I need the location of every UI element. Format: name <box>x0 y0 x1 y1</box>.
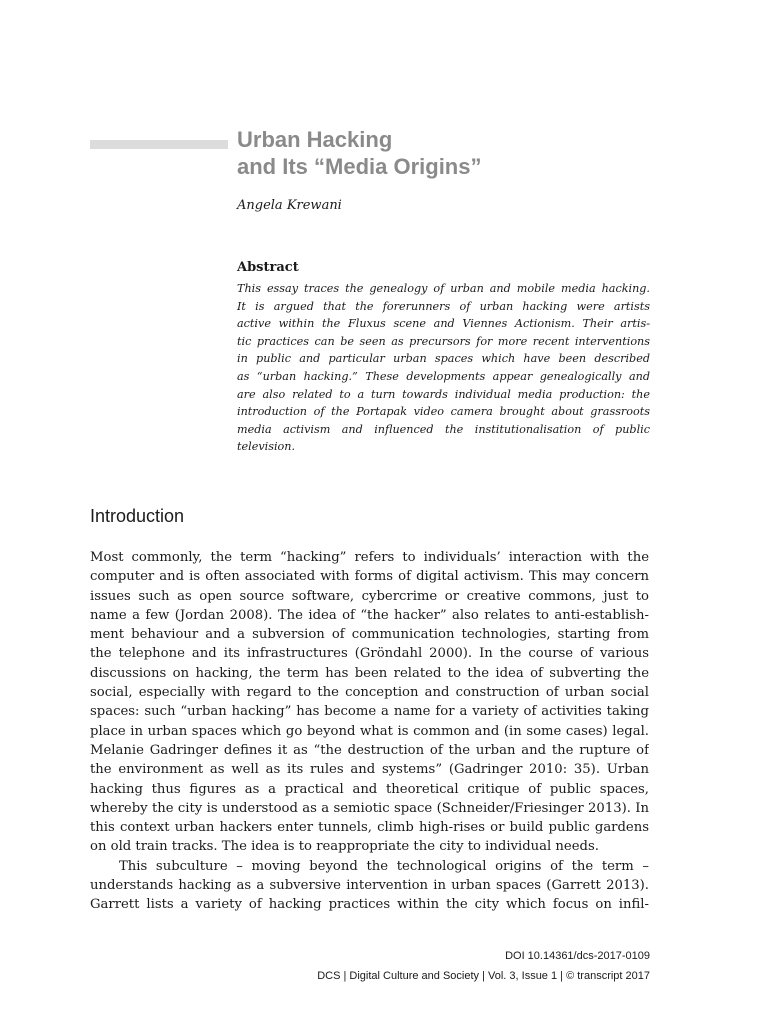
abstract-line: introduction of the Portapak video camera brought about grassroots <box>237 405 650 419</box>
abstract-line: in public and particular urban spaces which have been described <box>237 352 650 366</box>
body-line: understands hacking as a subversive intervention in urban spaces (Garrett 2013). <box>90 878 649 894</box>
article-title-line-1: Urban Hacking <box>237 127 393 152</box>
abstract-heading: Abstract <box>237 260 299 275</box>
body-line: Most commonly, the term “hacking” refers to individuals’ interaction with the <box>90 550 649 565</box>
abstract-text <box>237 280 650 456</box>
abstract-line: tic practices can be seen as precursors for more recent interventions <box>237 334 650 348</box>
article-title <box>237 126 481 180</box>
article-author: Angela Krewani <box>237 198 342 213</box>
body-line: computer and is often associated with forms of digital activism. This may concern <box>90 569 649 585</box>
footer-journal-line: DCS | Digital Culture and Society | Vol. 3, Issue 1 | © transcript 2017 <box>317 970 650 982</box>
body-line: the telephone and its infrastructures (Gröndahl 2000). In the course of various <box>90 646 649 662</box>
body-line: name a few (Jordan 2008). The idea of “the hacker” also relates to anti-establish- <box>90 607 649 623</box>
body-line: place in urban spaces which go beyond what is common and (in some cases) legal. <box>90 723 649 739</box>
footer-doi: DOI 10.14361/dcs-2017-0109 <box>505 950 650 962</box>
abstract-line: media activism and influenced the institutionalisation of public <box>237 422 650 436</box>
body-line: Melanie Gadringer defines it as “the destruction of the urban and the rupture of <box>90 742 649 758</box>
abstract-line: are also related to a turn towards individual media production: the <box>237 387 650 401</box>
abstract-line: It is argued that the forerunners of urban hacking were artists <box>237 299 650 313</box>
body-line: issues such as open source software, cybercrime or creative commons, just to <box>90 588 649 604</box>
article-title-line-2: and Its “Media Origins” <box>237 154 482 179</box>
body-line: hacking thus figures as a practical and theoretical critique of public spaces, <box>90 781 649 797</box>
body-line: the environment as well as its rules and systems” (Gadringer 2010: 35). Urban <box>90 762 649 778</box>
body-line: whereby the city is understood as a semiotic space (Schneider/Friesinger 2013). In <box>90 800 649 816</box>
body-line: discussions on hacking, the term has been related to the idea of subverting the <box>90 665 649 681</box>
introduction-body <box>90 548 649 915</box>
body-line: on old train tracks. The idea is to reappropriate the city to individual needs. <box>90 839 599 855</box>
abstract-line: television. <box>237 440 296 454</box>
body-line: ment behaviour and a subversion of communication technologies, starting from <box>90 627 649 643</box>
abstract-line: active within the Fluxus scene and Viennes Actionism. Their artis- <box>237 317 650 331</box>
section-heading-introduction: Introduction <box>90 506 185 526</box>
title-accent-bar <box>90 140 228 149</box>
body-line: Garrett lists a variety of hacking practices within the city which focus on infil- <box>90 897 649 913</box>
body-line: this context urban hackers enter tunnels, climb high-rises or build public gardens <box>90 820 649 836</box>
abstract-line: This essay traces the genealogy of urban and mobile media hacking. <box>237 282 650 295</box>
abstract-line: as “urban hacking.” These developments appear genealogically and <box>237 369 650 383</box>
body-line: spaces: such “urban hacking” has become a name for a variety of activities taking <box>90 704 649 720</box>
body-line: social, especially with regard to the conception and construction of urban social <box>90 685 649 701</box>
body-line: This subculture – moving beyond the technological origins of the term – <box>119 858 649 874</box>
